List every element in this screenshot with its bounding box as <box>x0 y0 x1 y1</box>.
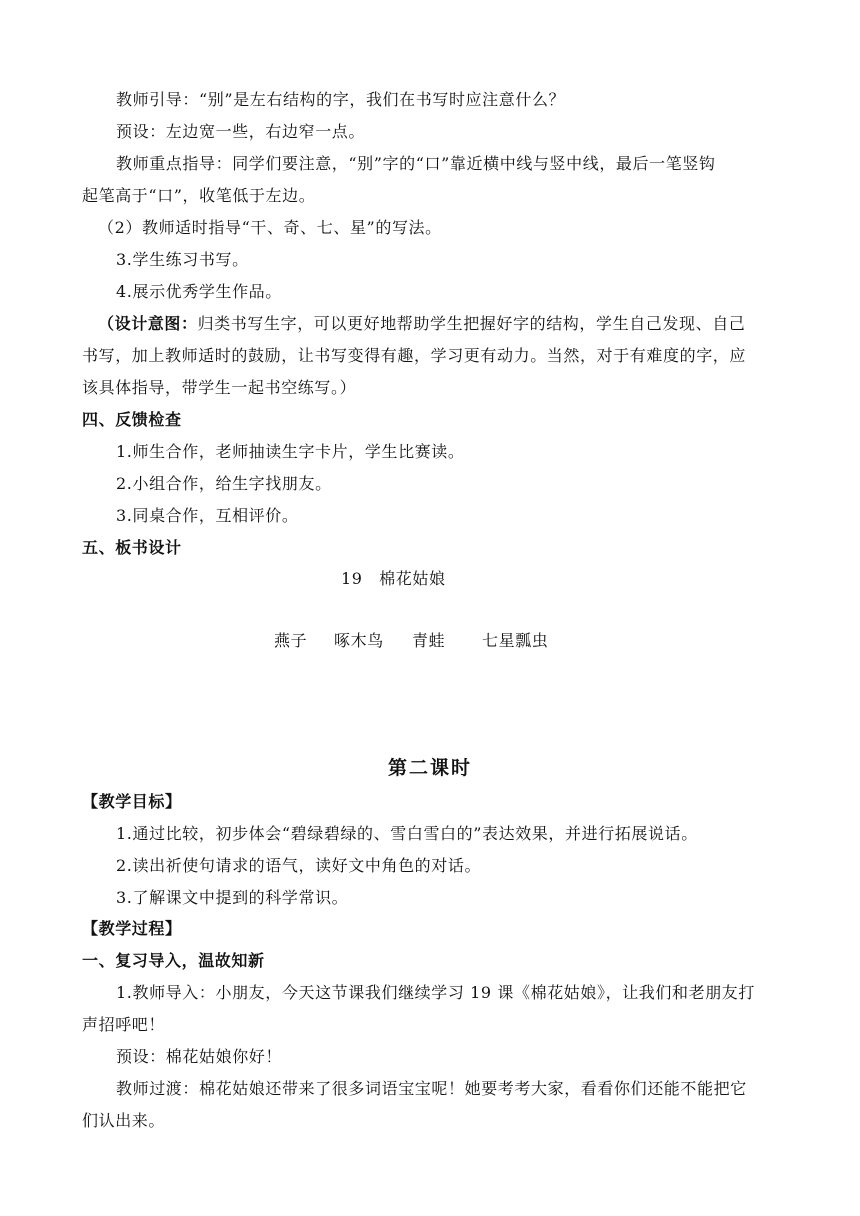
section-heading-review: 一、复习导入，温故知新 <box>82 951 265 970</box>
design-intent-text-1: 归类书写生字，可以更好地帮助学生把握好字的结构，学生自己发现、自己 <box>197 314 746 333</box>
paragraph-intro-cont: 声招呼吧！ <box>82 1015 166 1034</box>
paragraph-intro: 1.教师导入：小朋友，今天这节课我们继续学习 19 课《棉花姑娘》，让我们和老朋友打 <box>116 983 755 1002</box>
design-intent-label: （设计意图： <box>98 314 198 333</box>
paragraph-preset-2: 预设：棉花姑娘你好！ <box>116 1047 283 1066</box>
design-intent-line-1 <box>98 313 745 335</box>
board-item: 燕子 <box>274 631 308 650</box>
board-items <box>0 630 860 652</box>
teaching-goals-heading: 【教学目标】 <box>82 792 182 811</box>
board-item: 七星瓢虫 <box>482 631 549 650</box>
paragraph-transition: 教师过渡：棉花姑娘还带来了很多词语宝宝呢！她要考考大家，看看你们还能不能把它 <box>116 1079 747 1098</box>
goal-item-3: 3.了解课文中提到的科学常识。 <box>116 888 349 907</box>
section-heading-feedback: 四、反馈检查 <box>82 410 182 429</box>
goal-item-2: 2.读出祈使句请求的语气，读好文中角色的对话。 <box>116 856 482 875</box>
feedback-item-2: 2.小组合作，给生字找朋友。 <box>116 474 332 493</box>
board-item: 青蛙 <box>412 631 446 650</box>
board-title: 19 棉花姑娘 <box>341 569 446 588</box>
design-intent-line-3: 该具体指导，带学生一起书空练写。） <box>82 378 357 397</box>
paragraph-transition-cont: 们认出来。 <box>82 1111 166 1130</box>
feedback-item-3: 3.同桌合作，互相评价。 <box>116 506 299 525</box>
lesson-2-title: 第二课时 <box>387 757 472 779</box>
paragraph-step-3: 3.学生练习书写。 <box>116 250 249 269</box>
goal-item-1: 1.通过比较，初步体会“碧绿碧绿的、雪白雪白的”表达效果，并进行拓展说话。 <box>116 824 698 843</box>
design-intent-line-2: 书写，加上教师适时的鼓励，让书写变得有趣，学习更有动力。当然，对于有难度的字，应 <box>82 346 747 365</box>
board-item: 啄木鸟 <box>334 631 384 650</box>
feedback-item-1: 1.师生合作，老师抽读生字卡片，学生比赛读。 <box>116 442 465 461</box>
paragraph-step-2: （2）教师适时指导“干、奇、七、星”的写法。 <box>98 218 442 237</box>
section-heading-board: 五、板书设计 <box>82 538 182 557</box>
paragraph-step-4: 4.展示优秀学生作品。 <box>116 282 282 301</box>
teaching-process-heading: 【教学过程】 <box>82 919 182 938</box>
paragraph-key-guidance-cont: 起笔高于“口”，收笔低于左边。 <box>82 186 316 205</box>
paragraph-teacher-guide: 教师引导：“别”是左右结构的字，我们在书写时应注意什么？ <box>116 90 566 109</box>
paragraph-preset-1: 预设：左边宽一些，右边窄一点。 <box>116 122 366 141</box>
paragraph-key-guidance: 教师重点指导：同学们要注意，“别”字的“口”靠近横中线与竖中线，最后一笔竖钩 <box>116 154 716 173</box>
